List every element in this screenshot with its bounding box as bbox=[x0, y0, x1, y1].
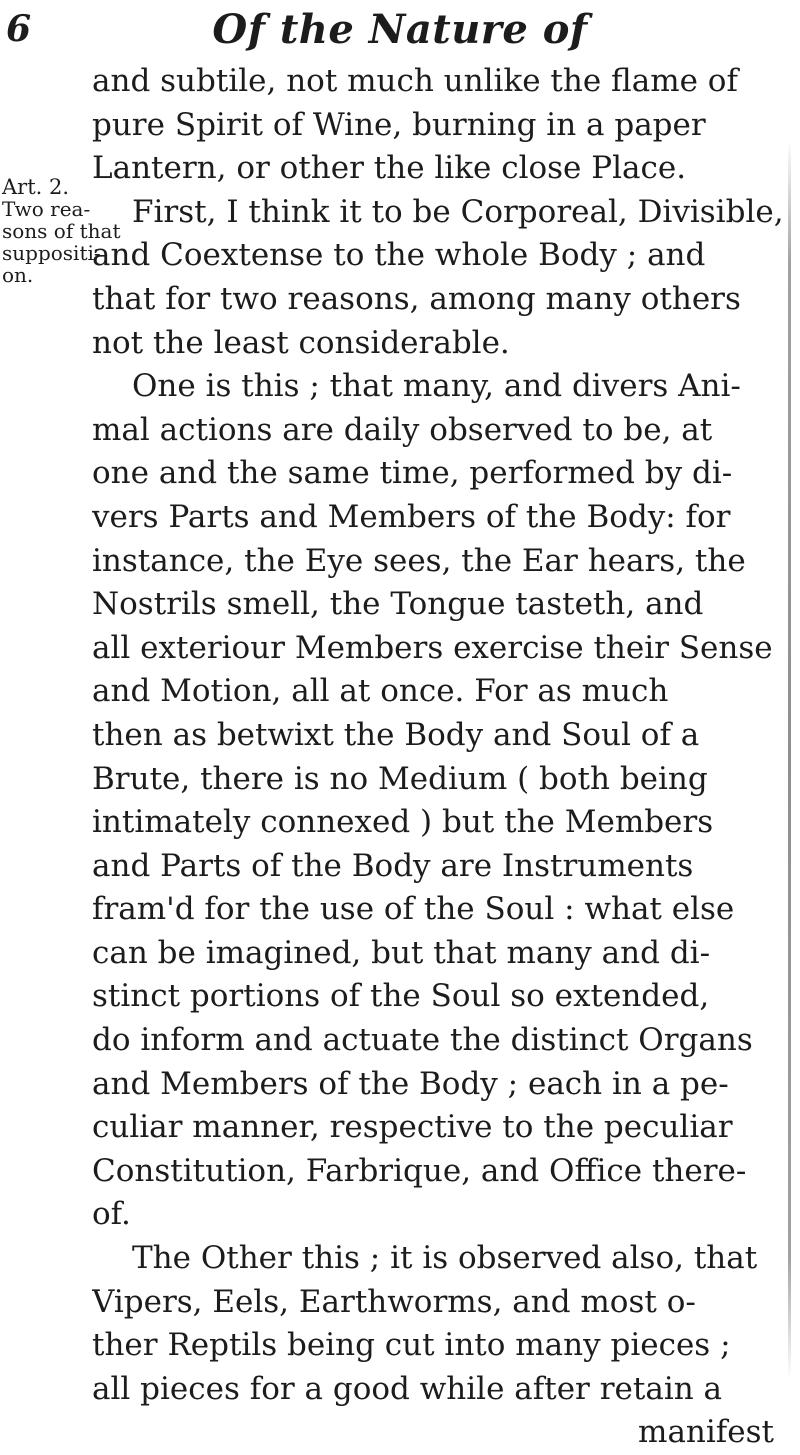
text-line: One is this ; that many, and divers Ani- bbox=[132, 368, 741, 405]
text-line: and subtile, not much unlike the flame of bbox=[92, 63, 738, 99]
text-line: instance, the Eye sees, the Ear hears, the bbox=[92, 542, 746, 579]
text-line: vers Parts and Members of the Body: for bbox=[92, 498, 731, 535]
text-line: Lantern, or other the like close Place. bbox=[92, 150, 687, 187]
text-line: of. bbox=[92, 1196, 131, 1233]
text-line: and Coextense to the whole Body ; and bbox=[92, 237, 706, 274]
margin-note-line: Art. 2. bbox=[2, 175, 70, 199]
text-line: that for two reasons, among many others bbox=[92, 280, 741, 317]
text-line: Constitution, Farbrique, and Office there- bbox=[92, 1152, 747, 1189]
margin-note-line: suppositi- bbox=[2, 241, 101, 265]
text-line: not the least considerable. bbox=[92, 324, 510, 361]
text-line: Vipers, Eels, Earthworms, and most o- bbox=[92, 1283, 696, 1320]
text-line: fram'd for the use of the Soul : what else bbox=[92, 891, 735, 928]
text-line: all pieces for a good while after retain a bbox=[92, 1370, 723, 1407]
running-title: Of the Nature of bbox=[212, 6, 588, 53]
text-line: Nostrils smell, the Tongue tasteth, and bbox=[92, 586, 704, 623]
text-line: one and the same time, performed by di- bbox=[92, 455, 733, 492]
text-line: stinct portions of the Soul so extended, bbox=[92, 978, 710, 1015]
text-line: ther Reptils being cut into many pieces ; bbox=[92, 1327, 731, 1364]
text-line: First, I think it to be Corporeal, Divisible, bbox=[132, 193, 784, 230]
text-line: intimately connexed ) but the Members bbox=[92, 804, 714, 841]
body-text bbox=[92, 60, 792, 1455]
text-line: all exteriour Members exercise their Sense bbox=[92, 629, 773, 666]
margin-note-line: sons of that bbox=[2, 219, 121, 243]
text-line: pure Spirit of Wine, burning in a paper bbox=[92, 106, 706, 143]
text-line: can be imagined, but that many and di- bbox=[92, 934, 711, 971]
text-line: Brute, there is no Medium ( both being bbox=[92, 760, 708, 797]
margin-note-line: on. bbox=[2, 263, 34, 287]
text-line: then as betwixt the Body and Soul of a bbox=[92, 716, 700, 753]
text-line: culiar manner, respective to the peculiar bbox=[92, 1109, 733, 1146]
margin-note bbox=[2, 175, 121, 287]
page-header bbox=[0, 2, 800, 62]
text-line: do inform and actuate the distinct Organs bbox=[92, 1022, 753, 1059]
page-edge-shadow bbox=[788, 140, 791, 1380]
text-line: mal actions are daily observed to be, at bbox=[92, 411, 713, 448]
text-line: and Members of the Body ; each in a pe- bbox=[92, 1065, 729, 1102]
margin-note-line: Two rea- bbox=[2, 197, 91, 221]
text-line: and Motion, all at once. For as much bbox=[92, 673, 669, 710]
text-line: The Other this ; it is observed also, that bbox=[132, 1240, 758, 1277]
catchword: manifest bbox=[638, 1414, 774, 1451]
page-number: 6 bbox=[6, 8, 32, 50]
text-line: and Parts of the Body are Instruments bbox=[92, 847, 694, 884]
